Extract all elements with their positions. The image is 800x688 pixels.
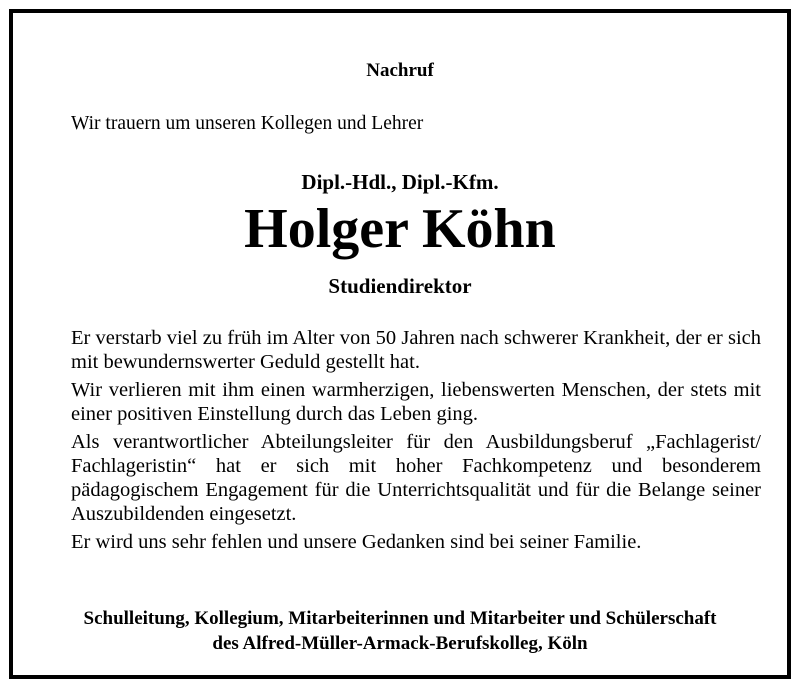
academic-titles: Dipl.-Hdl., Dipl.-Kfm. <box>301 170 499 194</box>
signature-line: des Alfred-Müller-Armack-Berufskolleg, Köln <box>212 633 588 654</box>
paragraph: Er wird uns sehr fehlen und unsere Gedanken sind bei seiner Familie. <box>71 531 642 553</box>
paragraph: Wir verlieren mit ihm einen warmherzigen, liebenswerten Menschen, der stets mit einer positiven Einstellung durch das Leben ging. <box>71 379 761 425</box>
paragraph: Er verstarb viel zu früh im Alter von 50 Jahren nach schwerer Krankheit, der er sich mit bewundernswerter Geduld gestellt hat. <box>71 327 761 373</box>
paragraph: Als verantwortlicher Abteilungsleiter für den Ausbildungsberuf „Fachlagerist/ Fachlageristin“ hat er sich mit hoher Fachkompetenz und besonderem pädagogischem Engagement für die Unterrichtsqualität und für die Belange seiner Auszubildenden eingesetzt. <box>71 431 761 525</box>
job-title: Studiendirektor <box>328 274 472 298</box>
signature-block <box>13 606 787 656</box>
notice-heading: Nachruf <box>366 60 434 81</box>
obituary-body <box>71 326 761 558</box>
signature-line: Schulleitung, Kollegium, Mitarbeiterinnen und Mitarbeiter und Schülerschaft <box>83 608 717 629</box>
obituary-frame <box>9 9 791 679</box>
intro-line: Wir trauern um unseren Kollegen und Lehrer <box>71 113 424 134</box>
deceased-name: Holger Köhn <box>244 198 556 260</box>
